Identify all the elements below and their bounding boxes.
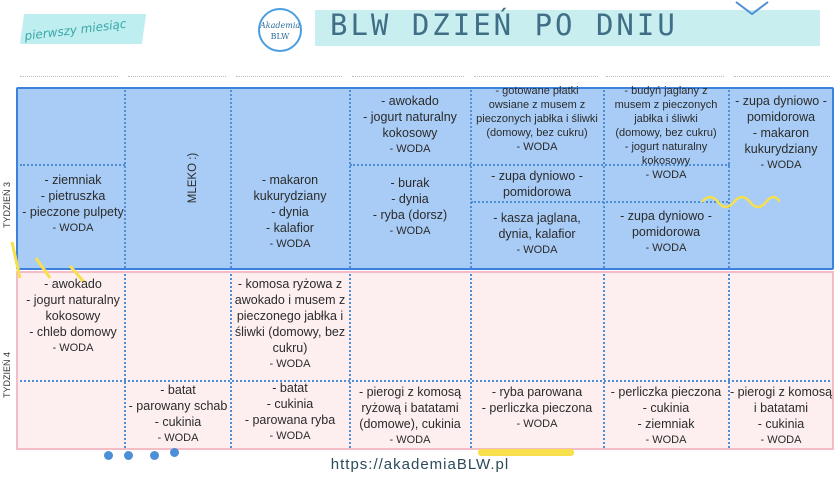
- meal-line: (domowy, bez cukru): [615, 127, 717, 139]
- meal-line: - burak: [390, 176, 430, 190]
- meal-line: - WODA: [645, 242, 687, 254]
- meal-cell: [471, 168, 603, 200]
- header-rule: [352, 76, 464, 77]
- header-rule: [606, 76, 724, 77]
- meal-line: - gotowane płatki: [495, 85, 579, 97]
- meal-line: - zupa dyniowo -: [620, 209, 712, 223]
- meal-cell: [604, 208, 728, 256]
- subtitle: pierwszy miesiąc: [23, 16, 128, 44]
- meal-line: - pieczone pulpety: [22, 205, 124, 219]
- meal-line: (domowe), cukinia: [359, 417, 461, 431]
- meal-line: - WODA: [389, 143, 431, 155]
- meal-line: - pietruszka: [40, 189, 106, 203]
- meal-line: pieczonego jabłka i: [236, 309, 344, 323]
- logo-line1: Akademia: [260, 21, 301, 30]
- meal-line: - WODA: [52, 222, 94, 234]
- meal-line: - WODA: [157, 432, 199, 444]
- meal-line: - dynia: [271, 205, 309, 219]
- meal-line: pomidorowa: [631, 225, 701, 239]
- highlight-underline: [478, 449, 574, 456]
- meal-line: - ryba parowana: [491, 385, 583, 399]
- meal-line: - dynia: [391, 192, 429, 206]
- logo: [258, 8, 302, 52]
- meal-line: - ryba (dorsz): [372, 208, 448, 222]
- meal-line: - WODA: [389, 225, 431, 237]
- meal-line: - ziemniak: [637, 417, 695, 431]
- meal-line: - perliczka pieczona: [481, 401, 593, 415]
- meal-line: - WODA: [516, 141, 558, 153]
- week4-label: TYDZIEŃ 4: [2, 351, 12, 398]
- meal-line: - WODA: [760, 159, 802, 171]
- meal-line: - cukinia: [154, 415, 202, 429]
- week3-label: TYDZIEŃ 3: [2, 181, 12, 228]
- meal-line: - WODA: [645, 434, 687, 446]
- meal-line: - WODA: [269, 238, 311, 250]
- meal-line: i batatami: [753, 401, 809, 415]
- meal-line: kukurydziany: [253, 189, 327, 203]
- meal-line: - WODA: [52, 342, 94, 354]
- meal-line: - kasza jaglana,: [493, 211, 581, 225]
- meal-line: - makaron: [752, 126, 810, 140]
- meal-line: pomidorowa: [502, 185, 572, 199]
- meal-line: - cukinia: [757, 417, 805, 431]
- meal-line: - WODA: [389, 434, 431, 446]
- meal-line: - WODA: [516, 244, 558, 256]
- meal-line: - budyń jaglany z: [624, 85, 708, 97]
- meal-line: owsiane z musem z: [488, 99, 586, 111]
- meal-line: - parowana ryba: [244, 413, 336, 427]
- meal-line: ryżową i batatami: [361, 401, 459, 415]
- meal-line: - pierogi z komosą: [729, 385, 833, 399]
- header-rule: [128, 76, 226, 77]
- meal-line: - jogurt naturalny: [26, 293, 120, 307]
- header-rule: [20, 76, 118, 77]
- logo-line2: BLW: [270, 32, 290, 41]
- meal-line: - WODA: [516, 418, 558, 430]
- meal-line: awokado i musem z: [234, 293, 346, 307]
- meal-line: - zupa dyniowo -: [735, 94, 827, 108]
- meal-cell: [471, 384, 603, 432]
- meal-line: - WODA: [269, 358, 311, 370]
- header-rule: [236, 76, 342, 77]
- meal-line: - makaron: [261, 173, 319, 187]
- page-title: BLW DZIEŃ PO DNIU: [330, 8, 678, 42]
- meal-line: - WODA: [760, 434, 802, 446]
- meal-line: - perliczka pieczona: [610, 385, 722, 399]
- meal-line: (domowy, bez cukru): [486, 127, 588, 139]
- meal-cell: [729, 384, 833, 448]
- meal-line: dynia, kalafior: [498, 227, 576, 241]
- meal-line: - WODA: [645, 169, 687, 181]
- meal-cell: [20, 276, 126, 356]
- meal-line: - komosa ryżowa z: [237, 277, 343, 291]
- meal-cell: [125, 382, 231, 446]
- meal-cell: [232, 276, 348, 372]
- header-rule: [474, 76, 598, 77]
- meal-line: kukurydziany: [744, 142, 818, 156]
- meal-line: pieczonych jabłka i śliwki: [476, 113, 598, 125]
- meal-line: cukru): [272, 341, 308, 355]
- header-rule: [734, 76, 830, 77]
- meal-line: kokosowy: [45, 309, 101, 323]
- meal-line: kokosowy: [641, 155, 691, 167]
- meal-line: - batat: [272, 381, 308, 395]
- row-divider: [471, 201, 728, 203]
- meal-line: jabłka i śliwki: [634, 113, 698, 125]
- meal-line: - parowany schab: [128, 399, 228, 413]
- meal-cell: [351, 384, 469, 448]
- meal-line: - chleb domowy: [29, 325, 117, 339]
- meal-line: - jogurt naturalny: [363, 110, 457, 124]
- footer-url[interactable]: https://akademiaBLW.pl: [330, 456, 510, 473]
- row-divider: [20, 164, 125, 166]
- milk-note: MLEKO :): [187, 152, 200, 204]
- meal-line: - pierogi z komosą: [358, 385, 462, 399]
- meal-line: kokosowy: [382, 126, 438, 140]
- meal-cell: [232, 172, 348, 252]
- meal-line: śliwki (domowy, bez: [234, 325, 346, 339]
- meal-line: - awokado: [44, 277, 102, 291]
- meal-cell: [471, 84, 603, 154]
- meal-line: - cukinia: [642, 401, 690, 415]
- meal-cell: [471, 210, 603, 258]
- meal-line: - WODA: [269, 430, 311, 442]
- meal-line: - ziemniak: [44, 173, 102, 187]
- meal-cell: [20, 172, 126, 236]
- meal-cell: [232, 380, 348, 444]
- meal-cell: [729, 93, 833, 173]
- meal-cell: [351, 93, 469, 157]
- chevron-down-icon: [732, 0, 772, 18]
- meal-cell: [604, 84, 728, 182]
- meal-line: - batat: [160, 383, 196, 397]
- meal-line: - jogurt naturalny: [624, 141, 708, 153]
- meal-cell: [604, 384, 728, 448]
- meal-line: - cukinia: [266, 397, 314, 411]
- meal-line: pomidorowa: [746, 110, 816, 124]
- meal-line: musem z pieczonych: [614, 99, 718, 111]
- meal-line: - awokado: [381, 94, 439, 108]
- meal-line: - kalafior: [266, 221, 314, 235]
- meal-line: - zupa dyniowo -: [491, 169, 583, 183]
- meal-cell: [351, 175, 469, 239]
